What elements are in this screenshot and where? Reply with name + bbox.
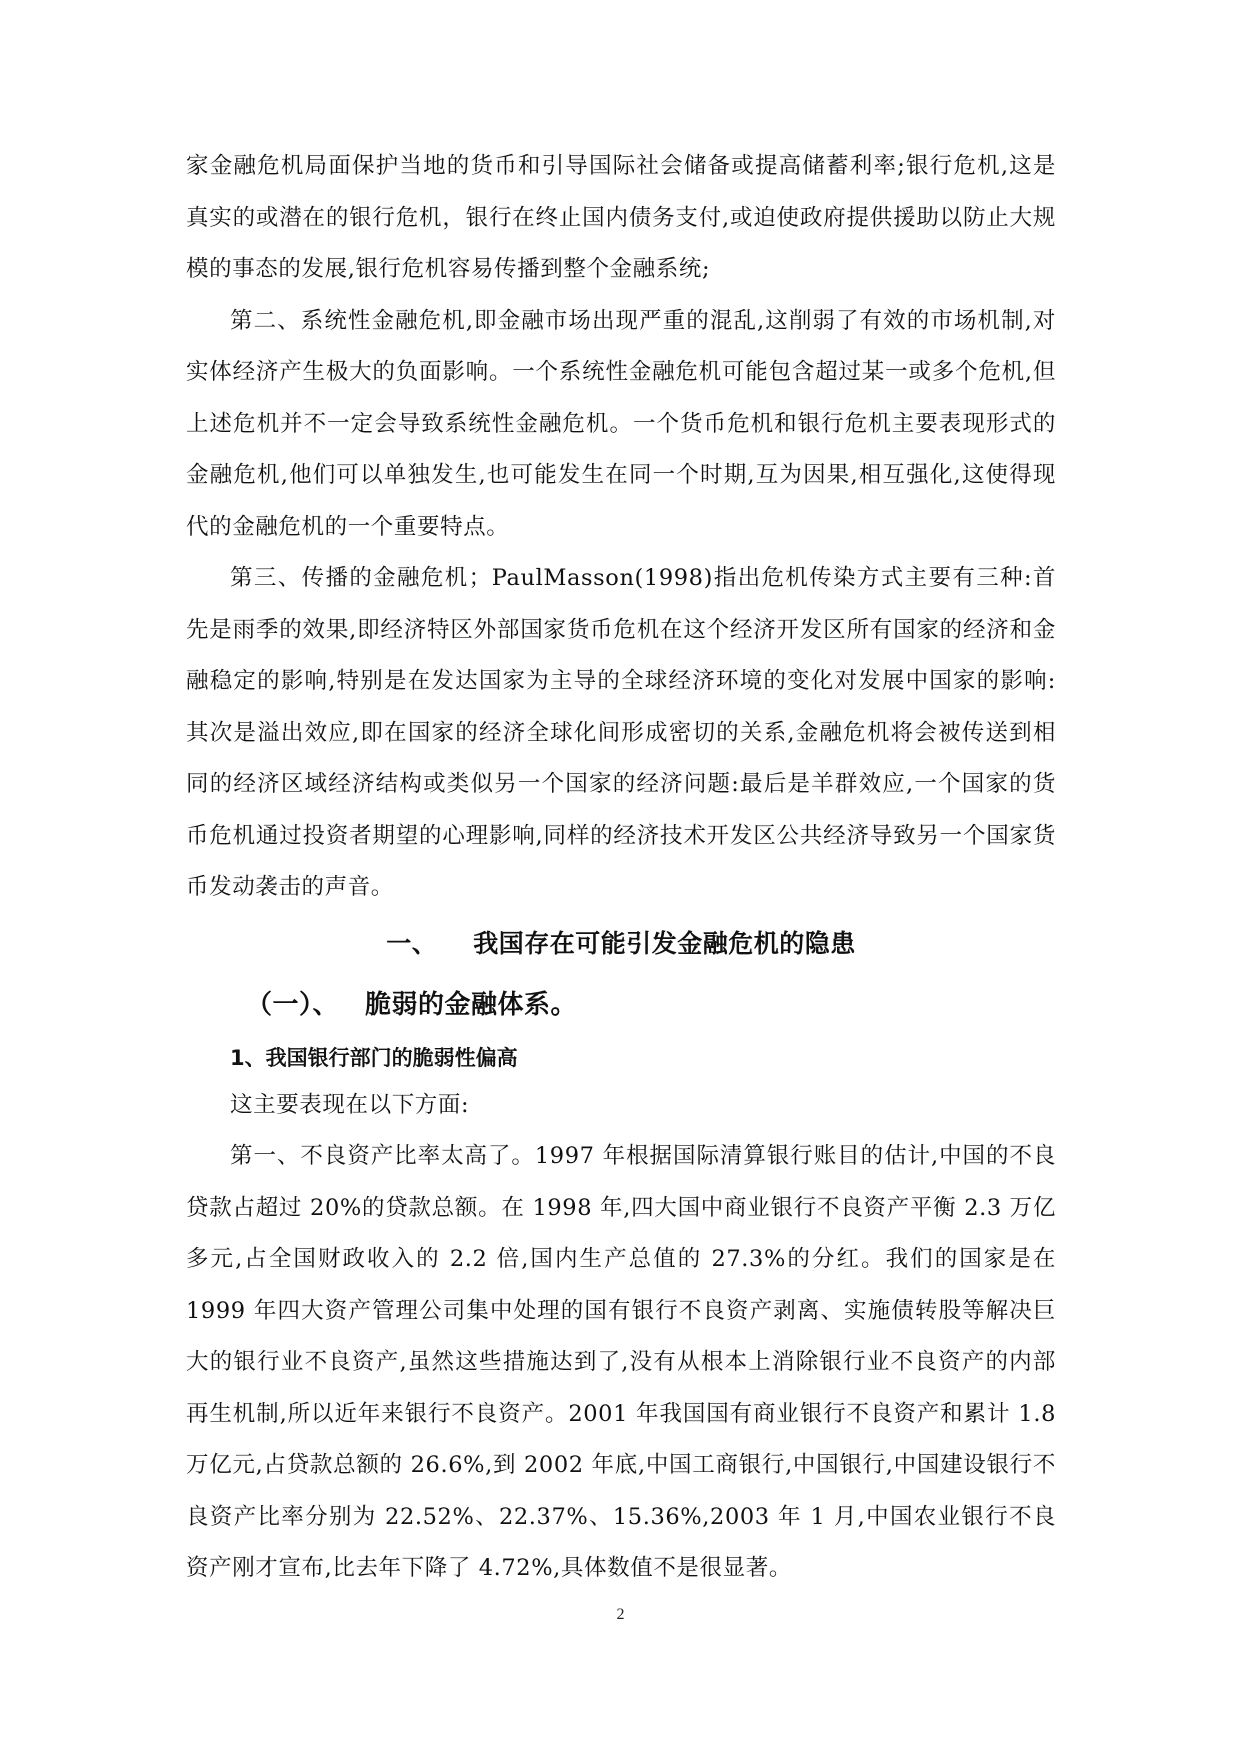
body-paragraph: 第一、不良资产比率太高了。1997 年根据国际清算银行账目的估计,中国的不良贷款占超过 20%的贷款总额。在 1998 年,四大国中商业银行不良资产平衡 2.3 万亿多元,占全国财政收入的 2.2 倍,国内生产总值的 27.3%的分红。我们的国家是在 1999 年四大资产管理公司集中处理的国有银行不良资产剥离、实施债转股等解决巨大的银行业不良资产,虽然这些措施达到了,没有从根本上消除银行业不良资产的内部再生机制,所以近年来银行不良资产。2001 年我国国有商业银行不良资产和累计 1.8 万亿元,占贷款总额的 26.6%,到 2002 年底,中国工商银行,中国银行,中国建设银行不良资产比率分别为 22.52%、22.37%、15.36%,2003 年 1 月,中国农业银行不良资产刚才宣布,比去年下降了 4.72%,具体数值不是很显著。 xyxy=(186,1143,1056,1581)
subsection-heading-text: 脆弱的金融体系。 xyxy=(365,989,578,1020)
body-paragraph: 这主要表现在以下方面: xyxy=(230,1091,470,1118)
section-heading-text: 我国存在可能引发金融危机的隐患 xyxy=(473,928,856,958)
body-paragraph: 第三、传播的金融危机；PaulMasson(1998)指出危机传染方式主要有三种:首先是雨季的效果,即经济特区外部国家货币危机在这个经济开发区所有国家的经济和金融稳定的影响,特别是在发达国家为主导的全球经济环境的变化对发展中国家的影响:其次是溢出效应,即在国家的经济全球化间形成密切的关系,金融危机将会被传送到相同的经济区域经济结构或类似另一个国家的经济问题:最后是羊群效应,一个国家的货币危机通过投资者期望的心理影响,同样的经济技术开发区公共经济导致另一个国家货币发动袭击的声音。 xyxy=(186,565,1056,900)
body-paragraph: 第二、系统性金融危机,即金融市场出现严重的混乱,这削弱了有效的市场机制,对实体经济产生极大的负面影响。一个系统性金融危机可能包含超过某一或多个危机,但上述危机并不一定会导致系统性金融危机。一个货币危机和银行危机主要表现形式的金融危机,他们可以单独发生,也可能发生在同一个时期,互为因果,相互强化,这使得现代的金融危机的一个重要特点。 xyxy=(186,307,1056,540)
document-body xyxy=(186,141,1056,1595)
page-number: 2 xyxy=(616,1606,625,1623)
body-paragraph: 家金融危机局面保护当地的货币和引导国际社会储备或提高储蓄利率;银行危机,这是真实的或潜在的银行危机，银行在终止国内债务支付,或迫使政府提供援助以防止大规模的事态的发展,银行危机容易传播到整个金融系统; xyxy=(186,153,1056,282)
section-heading xyxy=(186,914,1056,974)
subsection-heading xyxy=(186,974,1056,1036)
section-heading-number: 一、 xyxy=(386,928,438,958)
subsection-heading-number: （一）、 xyxy=(246,989,340,1020)
subsubsection-heading: 1、我国银行部门的脆弱性偏高 xyxy=(230,1045,518,1070)
